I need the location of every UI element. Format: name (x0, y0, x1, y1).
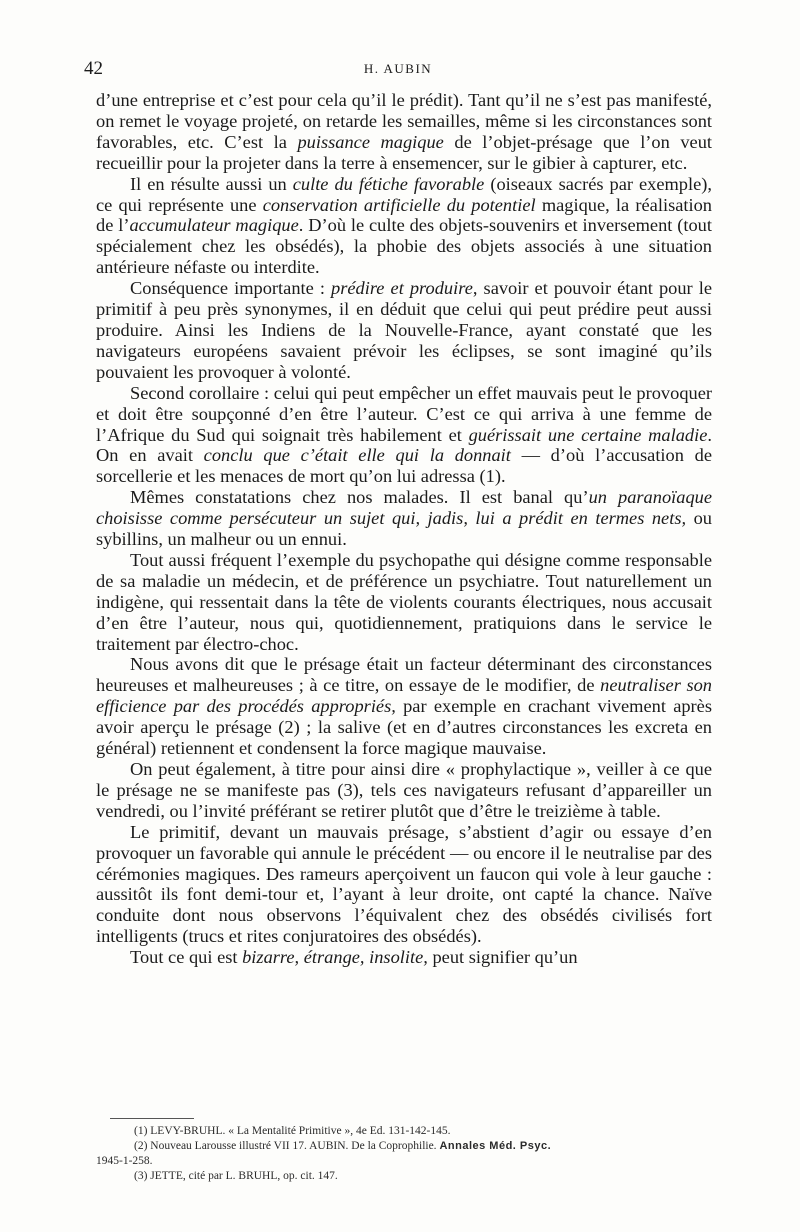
text-run: Tout ce qui est (130, 947, 243, 968)
italic-text: conservation artificielle du potentiel (262, 194, 536, 215)
footnote-2-text: (2) Nouveau Larousse illustré VII 17. AUBIN. De la Coprophilie. (134, 1140, 437, 1152)
text-run: peut signifier qu’un (427, 947, 578, 968)
paragraph (96, 759, 712, 822)
text-run: Le primitif, devant un mauvais présage, s’abstient d’agir ou essaye d’en provoquer un favorable qui annule le précédent — ou encore il le neutralise par des cérémonies magiques. Des rameurs aperçoivent un faucon qui vole à leur gauche : aussitôt ils font demi-tour et, l’ayant à leur droite, ont capté la chance. Naïve conduite dont nous observons l’équivalent chez des obsédés civilisés fort intelligents (trucs et rites conjuratoires des obsédés). (96, 821, 712, 947)
page-number: 42 (84, 58, 103, 79)
italic-text: culte du fétiche favorable (292, 173, 485, 194)
italic-text: conclu que c’était elle qui la donnait (203, 445, 511, 466)
italic-text: puissance magique (297, 131, 444, 152)
text-run: ou sybillins, un malheur ou un ennui. (96, 508, 712, 550)
italic-text: neutraliser son efficience par des procédés appropriés, (96, 675, 713, 717)
text-run: . D’où le culte des objets-souvenirs et inversement (tout spécialement chez les obsédés), la phobie des objets associés à une situation antérieure néfaste ou interdite. (96, 215, 712, 278)
text-run: Tout aussi fréquent l’exemple du psychopathe qui désigne comme responsable de sa maladie un médecin, et de préférence un psychiatre. Tout naturellement un indigène, qui ressentait dans la tête de violents courants électriques, nous accusait d’en être l’auteur, nous qui, quotidiennement, pratiquions dans le service le traitement par électro-choc. (96, 549, 712, 654)
footnote-2 (96, 1139, 712, 1154)
italic-text: un paranoïaque choisisse comme persécuteur un sujet qui, jadis, lui a prédit en termes nets, (96, 487, 713, 529)
text-run: Conséquence importante : (130, 278, 332, 299)
text-run: . On en avait (96, 424, 712, 466)
text-run: Second corollaire : celui qui peut empêcher un effet mauvais peut le provoquer et doit être soupçonné d’en être l’auteur. C’est ce qui arriva à une femme de l’Afrique du Sud qui soignait très habilement et (96, 382, 712, 445)
italic-text: guérissait une certaine maladie (468, 424, 708, 445)
text-run: par exemple en crachant vivement après avoir aperçu le présage (2) ; la salive (et en d’autres circonstances les excreta en général) retiennent et condensent la force magique mauvaise. (96, 696, 712, 759)
footnote-2-continuation: 1945-1-258. (96, 1155, 153, 1167)
text-run: On peut également, à titre pour ainsi dire « prophylactique », veiller à ce que le présage ne se manifeste pas (3), tels ces navigateurs refusant d’appareiller un vendredi, ou l’invité préférant se retirer plutôt que d’être le treizième à table. (96, 759, 712, 821)
paragraph (96, 383, 712, 488)
footnote-divider (110, 1118, 194, 1119)
body-text (96, 90, 712, 968)
text-run: d’une entreprise et c’est pour cela qu’il le prédit). Tant qu’il ne s’est pas manifesté, on remet le voyage projeté, on retarde les semailles, même si les circonstances sont favorables, etc. C’est la (96, 90, 712, 152)
text-run: , savoir et pouvoir étant pour le primitif à peu près synonymes, il en déduit que celui qui peut prédire peut aussi produire. Ainsi les Indiens de la Nouvelle-France, ayant constaté que les navigateurs européens savaient prévoir les éclipses, se sont imaginé qu’ils pouvaient les provoquer à volonté. (96, 278, 712, 382)
italic-text: bizarre, étrange, insolite, (242, 947, 428, 968)
italic-text: accumulateur magique (129, 215, 299, 236)
paragraph (96, 278, 712, 383)
text-run: Il en résulte aussi un (130, 173, 293, 194)
page-header (84, 58, 712, 80)
italic-text: prédire et produire (331, 278, 473, 299)
paragraph (96, 487, 712, 550)
footnotes (96, 1124, 712, 1184)
text-run: de l’objet-présage que l’on veut recueillir pour la projeter dans la terre à ensemencer, sur le gibier à capturer, etc. (96, 131, 713, 173)
paragraph (96, 947, 712, 968)
paragraph (96, 822, 712, 947)
footnote-2-journal: Annales Méd. Psyc. (439, 1140, 552, 1152)
paragraph (96, 174, 712, 279)
text-run: — d’où l’accusation de sorcellerie et les menaces de mort qu’on lui adressa (1). (96, 445, 712, 487)
paragraph (96, 654, 712, 759)
paragraph (96, 90, 712, 174)
text-run: magique, la réalisation de l’ (96, 194, 712, 236)
text-run: (oiseaux sacrés par exemple), ce qui représente une (96, 173, 713, 215)
paragraph (96, 550, 712, 655)
text-run: Mêmes constatations chez nos malades. Il est banal qu’ (130, 487, 589, 508)
footnote-1: (1) LEVY-BRUHL. « La Mentalité Primitive », 4e Ed. 131-142-145. (134, 1125, 451, 1137)
text-run: Nous avons dit que le présage était un facteur déterminant des circonstances heureuses et malheureuses ; à ce titre, on essaye de le modifier, de (96, 654, 712, 696)
footnote-3: (3) JETTE, cité par L. BRUHL, op. cit. 147. (134, 1170, 338, 1182)
running-head: H. AUBIN (363, 61, 433, 76)
